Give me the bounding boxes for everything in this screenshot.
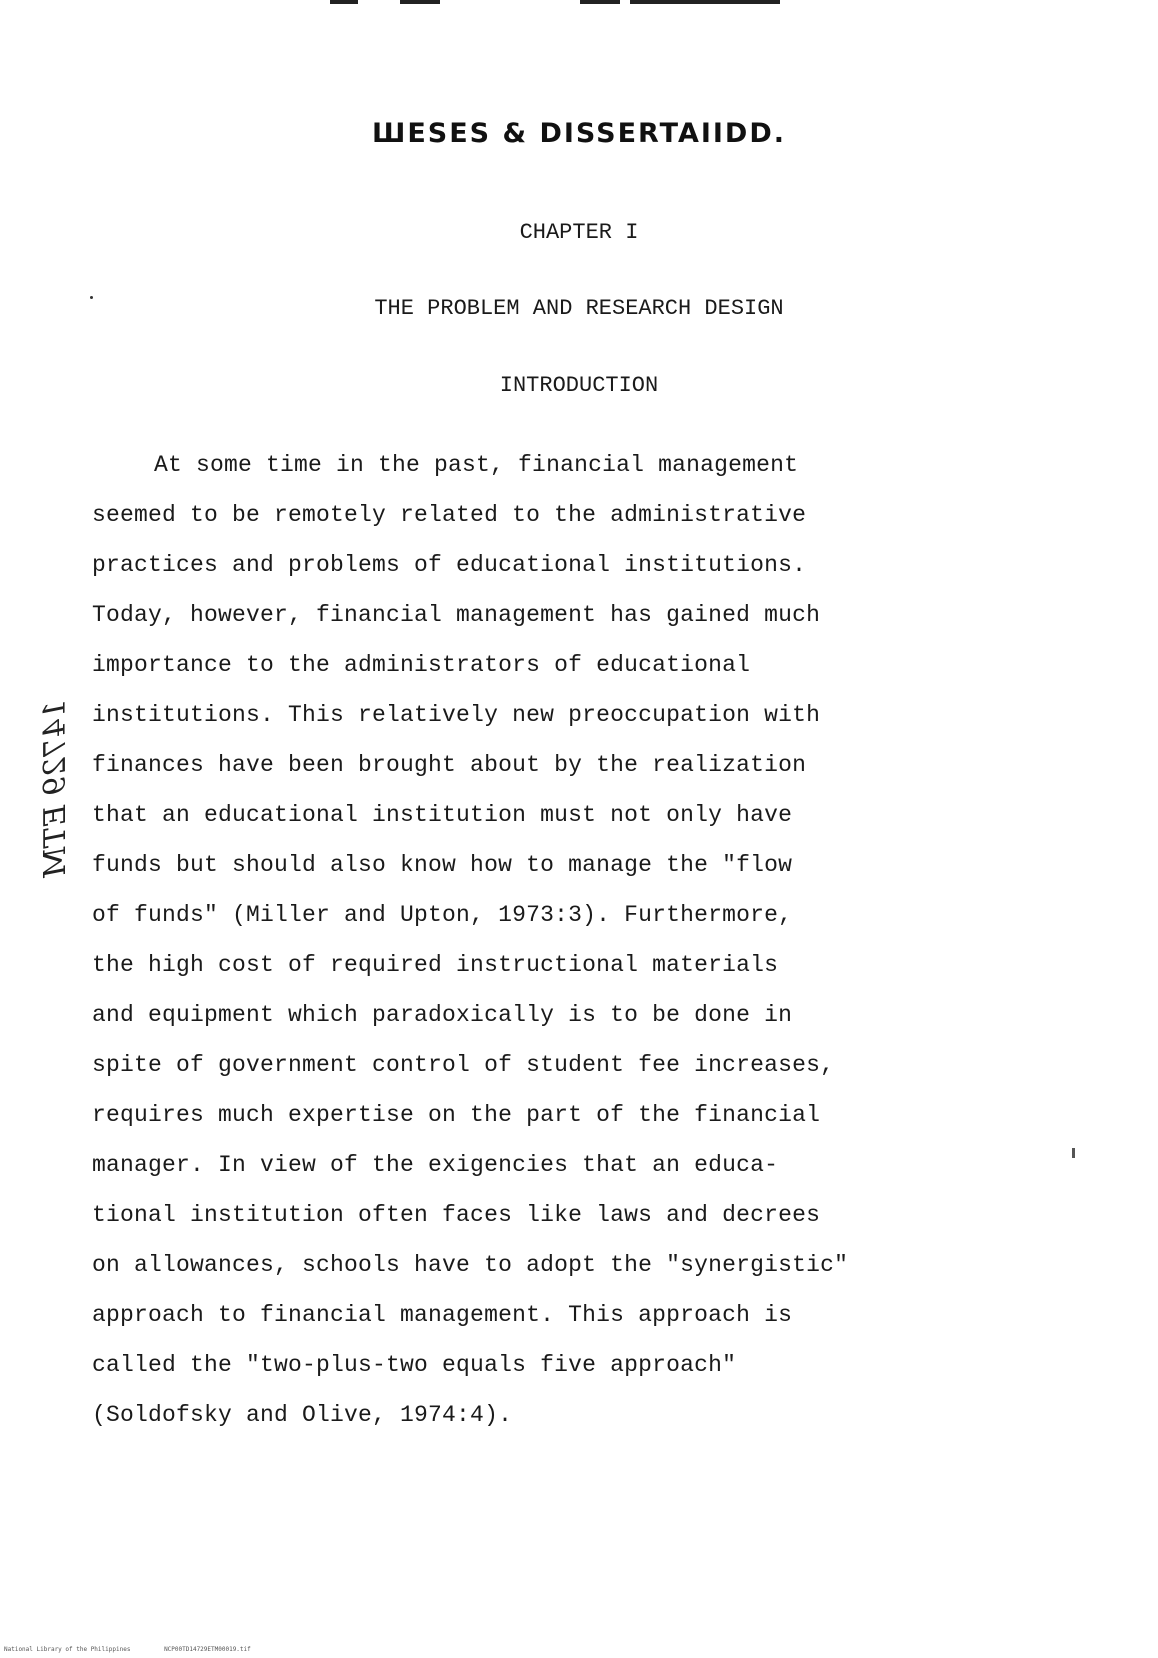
paragraph-line: and equipment which paradoxically is to be done in (92, 1002, 793, 1028)
scan-edge-marks (330, 0, 810, 6)
section-title: INTRODUCTION (499, 373, 659, 398)
paragraph-line: spite of government control of student fee increases, (92, 1052, 835, 1078)
paragraph-line: that an educational institution must not only have (92, 802, 793, 828)
paragraph-line: of funds" (Miller and Upton, 1973:3). Furthermore, (92, 902, 793, 928)
paragraph-line: approach to financial management. This approach is (92, 1302, 793, 1328)
paragraph-line: practices and problems of educational institutions. (92, 552, 807, 578)
paragraph-line: called the "two-plus-two equals five approach" (92, 1352, 737, 1378)
paragraph-line: requires much expertise on the part of the financial (92, 1102, 821, 1128)
paragraph-line: manager. In view of the exigencies that an educa- (92, 1152, 779, 1178)
paragraph-line: importance to the administrators of educational (92, 652, 751, 678)
paragraph-line: the high cost of required instructional materials (92, 952, 779, 978)
paragraph-line: funds but should also know how to manage the "flow (92, 852, 793, 878)
paragraph-line: finances have been brought about by the realization (92, 752, 807, 778)
scan-footer (4, 1646, 281, 1653)
problem-title: THE PROBLEM AND RESEARCH DESIGN (374, 296, 784, 321)
footer-library: National Library of the Philippines (4, 1646, 131, 1653)
chapter-heading: CHAPTER I (519, 220, 639, 245)
paragraph-line: seemed to be remotely related to the administrative (92, 502, 807, 528)
footer-file-id: NCP00TD14729ETM00019.tif (164, 1646, 251, 1653)
paragraph-line: tional institution often faces like laws and decrees (92, 1202, 821, 1228)
handwritten-margin-note (4, 700, 73, 900)
paragraph-line: institutions. This relatively new preoccupation with (92, 702, 821, 728)
theses-dissertation-stamp: ШESES & DISSERTAIIDD. (371, 118, 787, 149)
margin-note-text: 14729 ЕТМ (38, 700, 73, 878)
paragraph-line: on allowances, schools have to adopt the "synergistic" (92, 1252, 849, 1278)
paragraph-line: At some time in the past, financial management (154, 452, 799, 478)
paragraph-line: (Soldofsky and Olive, 1974:4). (92, 1402, 513, 1428)
introduction-paragraph (92, 440, 992, 1440)
paragraph-line: Today, however, financial management has gained much (92, 602, 821, 628)
scan-speck (1072, 1148, 1075, 1158)
